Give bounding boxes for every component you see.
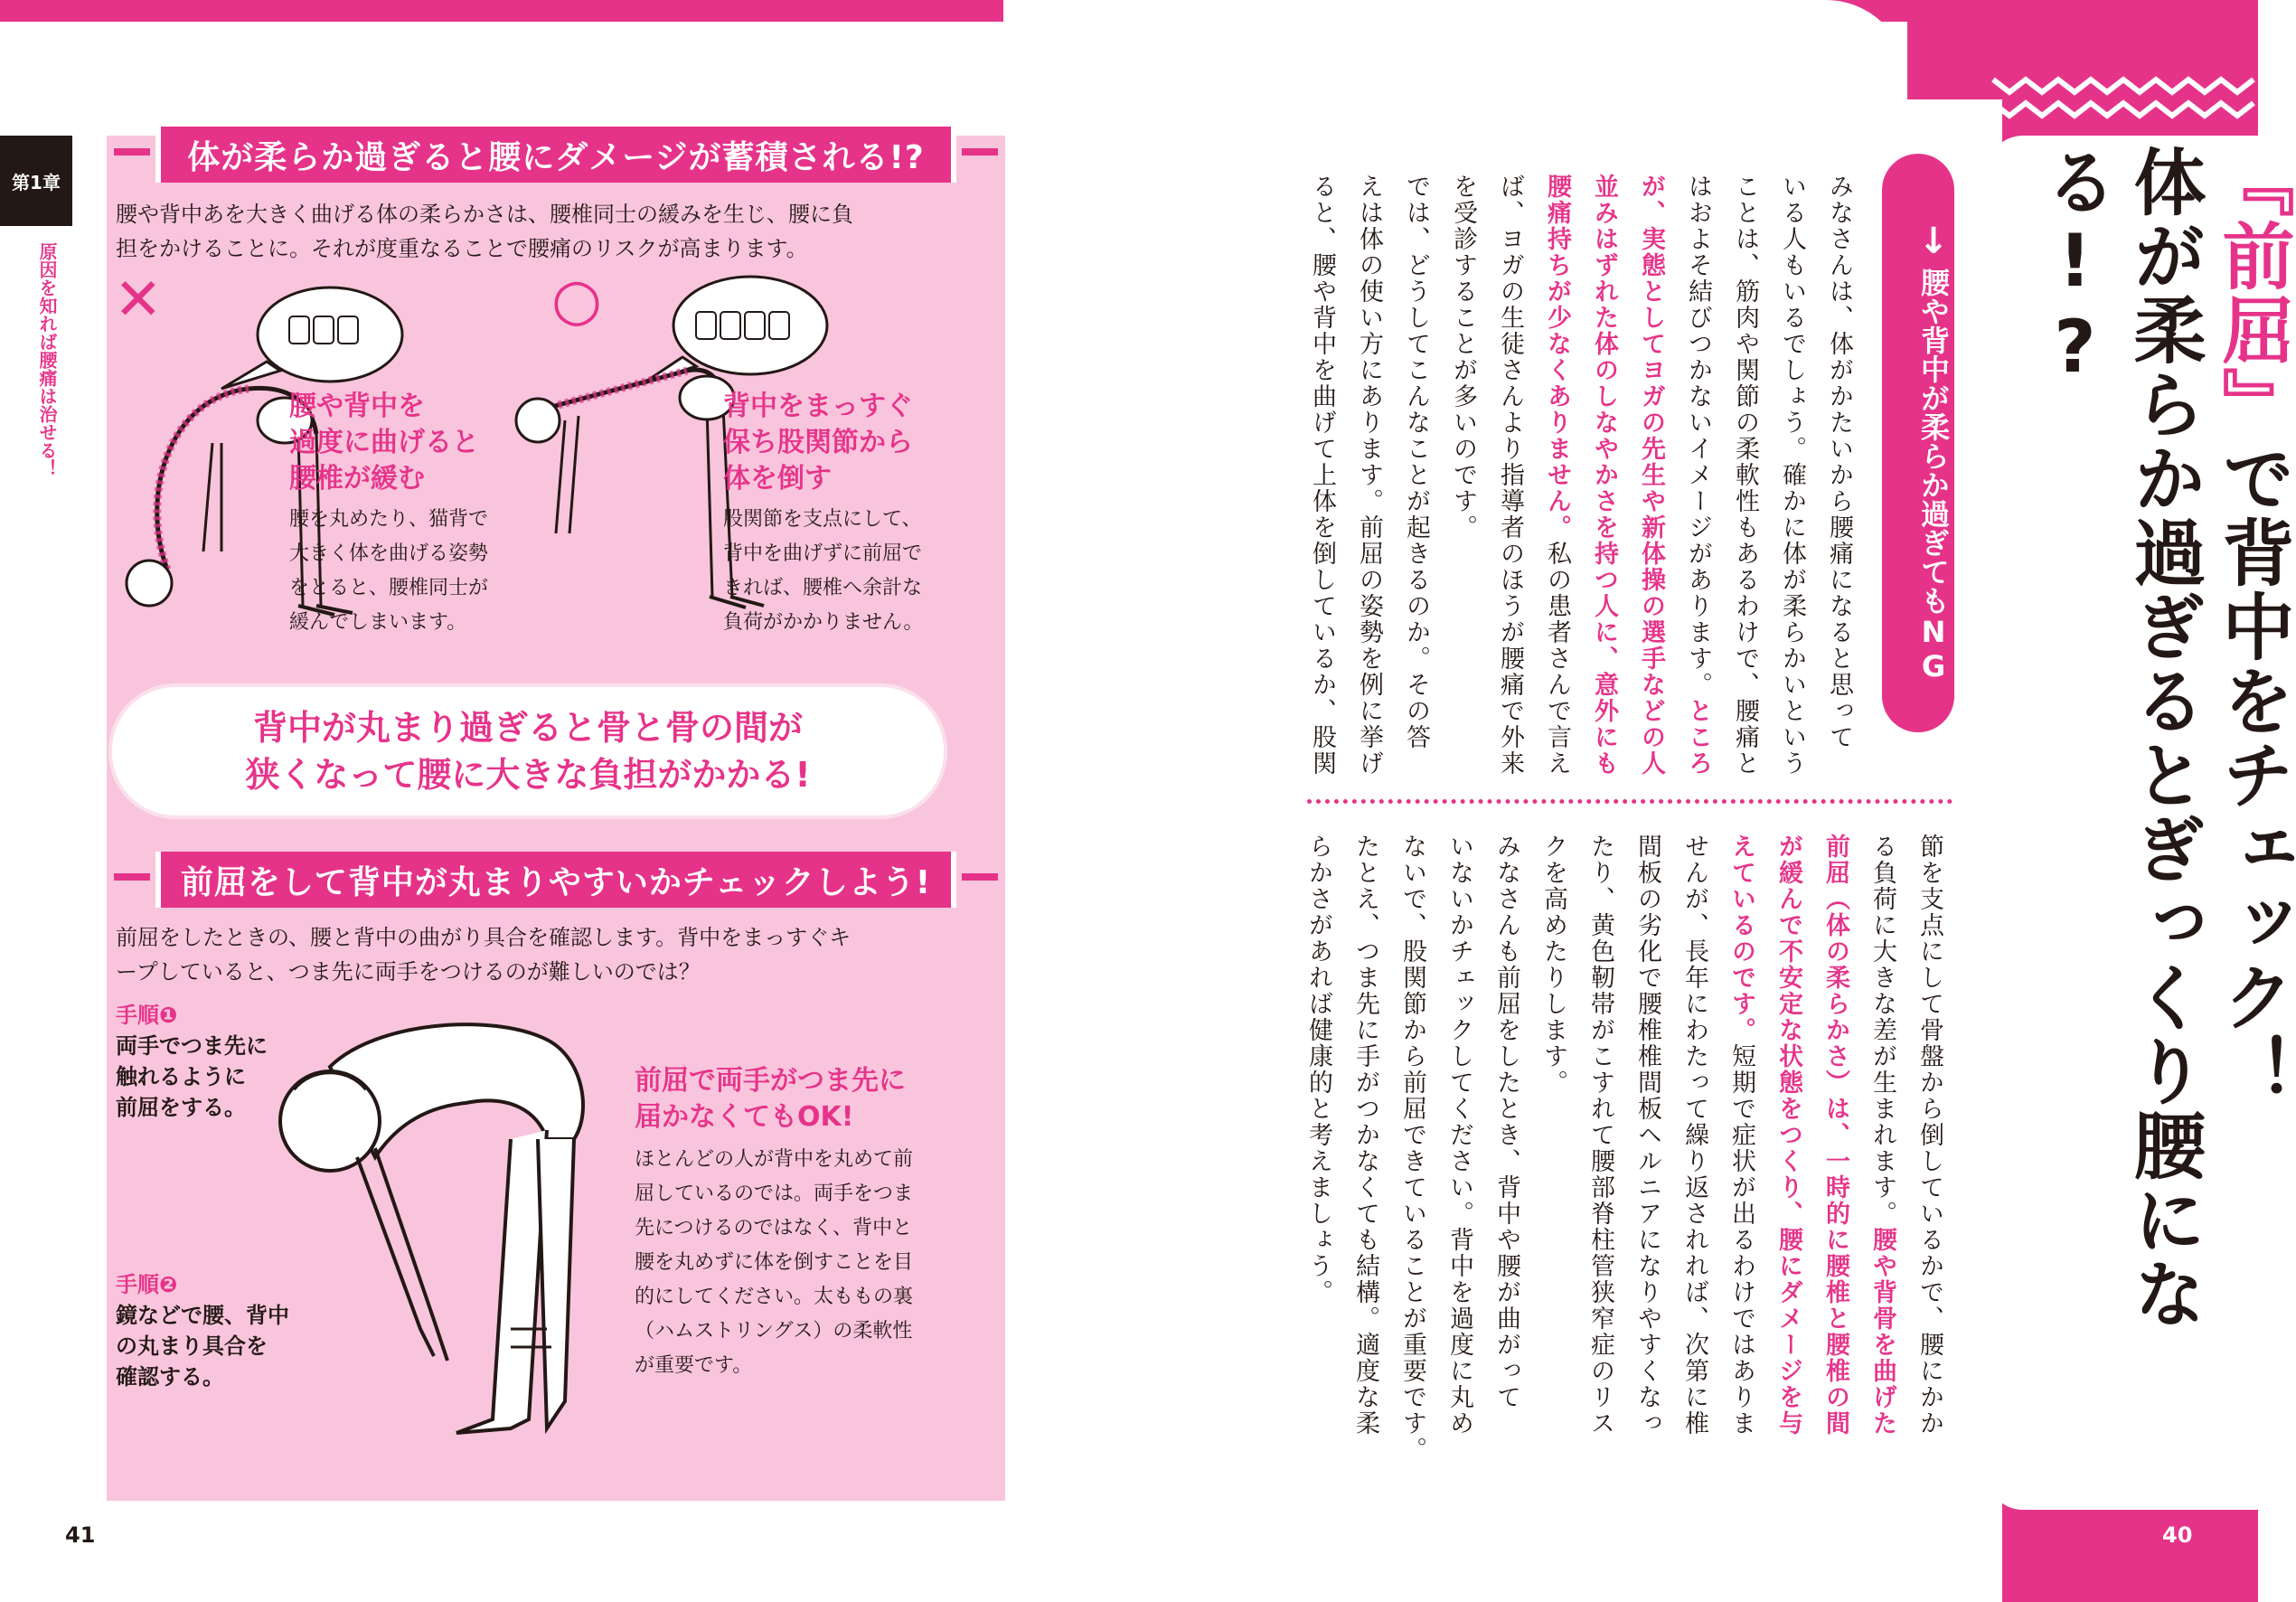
bad-desc-line: をとると、腰椎同士が <box>289 577 489 599</box>
good-desc-line: 背中を曲げずに前屈で <box>723 542 923 565</box>
highlight-text: えているのです。 <box>1727 834 1755 1043</box>
bad-mark: ✕ <box>114 267 163 334</box>
section2-heading: 前屈をして背中が丸まりやすいかチェックしよう! <box>155 852 956 908</box>
good-title <box>723 389 913 497</box>
section1-intro-line: 腰や背中あを大きく曲げる体の柔らかさは、腰椎同士の緩みを生じ、腰に負 <box>116 202 853 227</box>
text-column: 私の患者さんで言え <box>1543 541 1571 777</box>
bad-description <box>289 503 488 640</box>
warning-callout <box>112 687 944 815</box>
tip-title-line: 届かなくてもOK! <box>635 1101 854 1133</box>
highlight-text: 前屈（体の柔らかさ）は、一時的に腰椎と腰椎の間 <box>1821 834 1849 1437</box>
step1-text-line: 前屈をする。 <box>116 1095 246 1120</box>
highlight-text: が緩んで不安定な状態をつくり、腰にダメージを与 <box>1774 834 1802 1437</box>
title-line2: 体が柔らか過ぎるとぎっくり腰になる!? <box>2033 145 2206 1331</box>
highlight-text: 腰痛持ちが少なくありません。 <box>1543 174 1571 541</box>
text-column: 間板の劣化で腰椎椎間板ヘルニアになりやすくなっ <box>1633 834 1661 1437</box>
tip-description <box>635 1143 913 1383</box>
bad-desc-line: 緩んでしまいます。 <box>289 611 467 634</box>
text-column: たとえ、つま先に手がつかなくても結構。適度な柔 <box>1351 834 1379 1437</box>
good-title-line: 背中をまっすぐ <box>723 391 913 422</box>
text-column: みなさんも前屈をしたとき、背中や腰が曲がって <box>1492 834 1520 1410</box>
zigzag-decoration-top <box>1993 71 2258 125</box>
text-column: えは体の使い方にあります。前屈の姿勢を例に挙げ <box>1355 174 1383 777</box>
text-column: はおよそ結びつかないイメージがあります。 <box>1684 174 1712 698</box>
upper-body-text <box>1302 174 1862 779</box>
section-divider <box>1307 799 1953 804</box>
tip-desc-line: 腰を丸めずに体を倒すことを目 <box>635 1251 914 1274</box>
text-column: る負荷に大きな差が生まれます。 <box>1868 834 1896 1227</box>
sub-heading-text: 腰や背中が柔らか過ぎてもNG <box>1916 268 1951 683</box>
arrow-down-icon: ↓ <box>1913 221 1954 262</box>
title-keyword: 『前屈』 <box>2210 145 2294 441</box>
tip-title <box>635 1063 906 1136</box>
step1-label: 手順❶ <box>116 1003 178 1028</box>
tip-desc-line: 的にしてください。太ももの裏 <box>635 1286 914 1308</box>
bad-desc-line: 大きく体を曲げる姿勢 <box>289 542 489 565</box>
bad-desc-line: 腰を丸めたり、猫背で <box>289 508 489 531</box>
good-desc-line: きれば、腰椎へ余計な <box>723 577 923 599</box>
chapter-subtitle: 原因を知れば腰痛は治せる！ <box>36 242 58 477</box>
bad-title-line: 腰や背中を <box>289 391 425 422</box>
page-number-left: 41 <box>65 1522 96 1548</box>
main-title <box>2030 145 2296 1428</box>
bad-title <box>289 389 479 497</box>
highlight-text: ところ <box>1684 698 1712 777</box>
tip-desc-line: 先につけるのではなく、背中と <box>635 1217 913 1239</box>
text-column: いる人もいるでしょう。確かに体が柔らかいという <box>1778 174 1806 777</box>
good-desc-line: 股関節を支点にして、 <box>723 508 922 531</box>
section1-intro <box>116 197 983 266</box>
tip-desc-line: 屈しているのでは。両手をつま <box>635 1183 914 1205</box>
step2-text-line: 鏡などで腰、背中 <box>116 1303 289 1328</box>
text-column: いないかチェックしてください。背中を過度に丸め <box>1445 834 1473 1437</box>
callout-line: 狭くなって腰に大きな負担がかかる! <box>245 755 811 795</box>
text-column: らかさがあれば健康的と考えましょう。 <box>1304 834 1332 1305</box>
step1-text-line: 触れるように <box>116 1064 246 1089</box>
text-column: ば、ヨガの生徒さんより指導者のほうが腰痛で外来 <box>1496 174 1524 777</box>
text-column: たり、黄色靭帯がこすれて腰部脊柱管狭窄症のリス <box>1586 834 1614 1437</box>
page-number-right: 40 <box>2162 1522 2193 1548</box>
highlight-text: 腰や背骨を曲げた <box>1868 1227 1896 1437</box>
section2-intro <box>116 920 983 989</box>
good-description <box>723 503 923 640</box>
text-column: 短期で症状が出るわけではありま <box>1727 1043 1755 1437</box>
text-column: を受診することが多いのです。 <box>1449 174 1477 541</box>
title-line1: で背中をチェック！ <box>2210 441 2294 1108</box>
good-desc-line: 負荷がかかりません。 <box>723 611 924 634</box>
text-column: では、どうしてこんなことが起きるのか。その答 <box>1402 174 1430 750</box>
sub-heading <box>1882 154 1954 732</box>
text-column: クを高めたりします。 <box>1539 834 1567 1096</box>
chapter-tab: 第1章 <box>0 136 72 226</box>
bad-title-line: 過度に曲げると <box>289 427 479 458</box>
text-column: ないで、股関節から前屈できていることが重要です。 <box>1398 834 1426 1463</box>
section2-intro-line: 前屈をしたときの、腰と背中の曲がり具合を確認します。背中をまっすぐキ <box>116 925 852 950</box>
text-column: ると、腰や背中を曲げて上体を倒しているか、股関 <box>1308 174 1336 777</box>
step2-text-line: 確認する。 <box>116 1364 224 1390</box>
good-mark: ○ <box>551 267 602 334</box>
text-column: ことは、筋肉や関節の柔軟性もあるわけで、腰痛と <box>1731 174 1759 777</box>
highlight-text: 並みはずれた体のしなやかさを持つ人に、意外にも <box>1590 174 1618 777</box>
tip-desc-line: ほとんどの人が背中を丸めて前 <box>635 1148 914 1171</box>
tip-title-line: 前屈で両手がつま先に <box>635 1065 906 1097</box>
callout-line: 背中が丸まり過ぎると骨と骨の間が <box>252 708 803 748</box>
tip-desc-line: （ハムストリングス）の柔軟性 <box>635 1320 913 1343</box>
header-curve <box>1003 0 1907 81</box>
lower-body-text <box>1284 834 1953 1466</box>
section1-heading: 体が柔らか過ぎると腰にダメージが蓄積される!? <box>155 127 956 183</box>
text-column: せんが、長年にわたって繰り返されれば、次第に椎 <box>1680 834 1708 1437</box>
section1-intro-line: 担をかけることに。それが度重なることで腰痛のリスクが高まります。 <box>116 236 808 261</box>
step2-label: 手順❷ <box>116 1272 178 1297</box>
forward-bend-figure-illustration <box>240 1004 628 1456</box>
step2-text-line: の丸まり具合を <box>116 1333 268 1359</box>
highlight-text: が、実態としてヨガの先生や新体操の選手などの人 <box>1637 174 1665 777</box>
good-title-line: 保ち股関節から <box>723 427 913 458</box>
section2-intro-line: ープしていると、つま先に両手をつけるのが難しいのでは？ <box>116 959 701 985</box>
step1-text-line: 両手でつま先に <box>116 1033 268 1059</box>
text-column: みなさんは、体がかたいから腰痛になると思って <box>1825 174 1853 750</box>
bad-title-line: 腰椎が緩む <box>289 463 425 495</box>
text-column: 節を支点にして骨盤から倒しているかで、腰にかか <box>1915 834 1943 1437</box>
good-title-line: 体を倒す <box>723 463 832 495</box>
tip-desc-line: が重要です。 <box>635 1354 753 1377</box>
